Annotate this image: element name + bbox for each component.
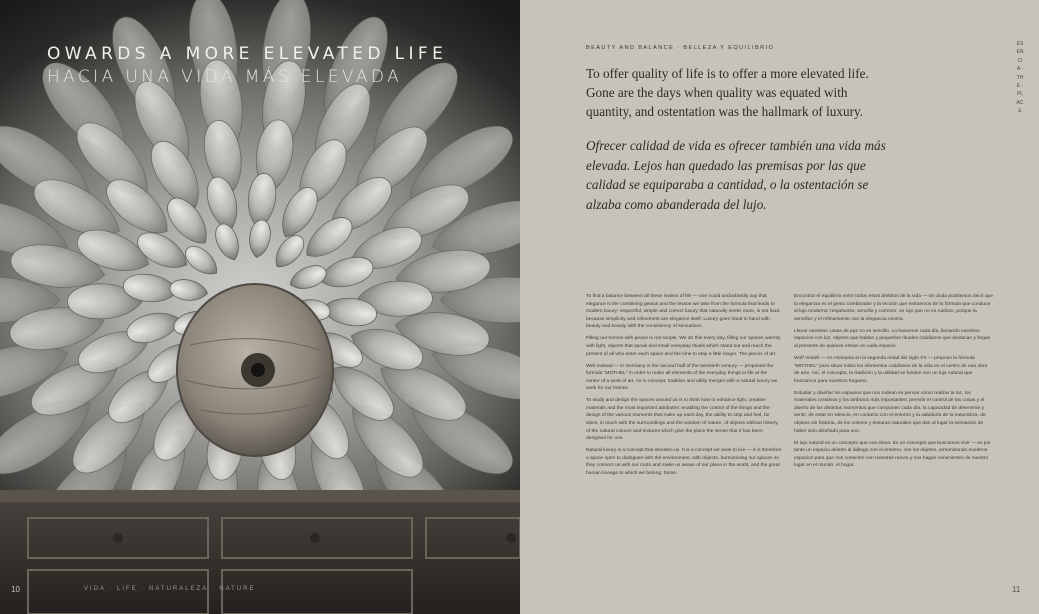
page-title-en: OWARDS A MORE ELEVATED LIFE — [47, 44, 448, 64]
body-paragraph: Wolf Vostell — en Alemania en la segunda mitad del siglo XX — propuso la fórmula "MOTHEL" para situar todos los elementos cotidianos de la vida en el centro de una obra de arte. Así, el concepto, la tradición y la utilidad se funden con un lujo natural que buscamos para nuestros hogares. — [794, 355, 988, 384]
running-footer: VIDA · LIFE · NATURALEZA · NATURE — [84, 586, 256, 592]
petal-shape — [287, 261, 330, 294]
body-paragraph: To study and design the spaces around us is to think how to enhance light, creative materials and the most important attributes: enabling the control of the things and the design of the various moments that make up each day, the ability to stop and feel, be silent, in touch with the surroundings and the wisdom of nature, of objects without history, of the natural colours and textures which give the place the sense that it has been designed for one. — [586, 398, 779, 442]
body-column-en — [586, 293, 782, 482]
lead-paragraph-en: To offer quality of life is to offer a more elevated life. Gone are the days when quality was equated with quantity, and ostentation was the hallmark of luxury. — [586, 66, 869, 119]
body-paragraph: Encontrar el equilibrio entre todos estos ámbitos de la vida — sin duda podríamos decir que la elegancia es el genio combinador y la lección que extraemos de la fórmula que conduce al lujo moderno: respetuoso, sencillo y correcto, un lujo que no es ruidoso, porque la sencillez y el refinamiento son la elegancia misma. — [794, 294, 993, 322]
petal-shape — [168, 277, 209, 303]
page-number-right: 11 — [1012, 585, 1021, 594]
side-vertical-label: ESENCIA · THE · PLACE — [1016, 41, 1024, 115]
body-paragraph: Well instead — in Germany in the second half of the twentieth century — proposed the formula "MOTHEL" in order to make all elements of the everyday things in life at the centre of a work of art. As in concept, tradition and utility merges with a natural luxury we seek for our homes. — [586, 363, 778, 392]
body-paragraph: El lujo natural es un concepto que nos eleva. Es un concepto que buscamos vivir — es por tanto un espacio abierto al diálogo con el entorno, con los objetos, armonizando nuestros espacios para que nos conecten con nuestras raíces y nos hagan conscientes de nuestro lugar en el mundo: el hogar. — [794, 440, 991, 469]
body-paragraph: Natural luxury is a concept that elevates us. It is a concept we seek to live — it is therefore a space open to dialogues with the environment, with objects, harmonising our spaces so they connect us with our roots and make us aware of our place in the world, and the great human lineage to which we belong: home. — [586, 448, 782, 477]
body-paragraph: Estudiar y diseñar los espacios que nos rodean es pensar cómo realzar la luz, los materiales creativos y los atributos más importantes: permitir el control de las cosas y el diseño de los distintos momentos que componen cada día, la capacidad de detenerse y sentir, de estar en silencio, en contacto con el entorno y la sabiduría de la naturaleza, de objetos sin historia, de los colores y texturas naturales que dan al lugar la sensación de haber sido diseñado para uno. — [794, 390, 986, 434]
body-paragraph: To find a balance between all these realms of life — one could undoubtedly say that elegance is the combining genius and the lesson we take from the formula that leads to modern luxury: respectful, simple and correct luxury that naturally seeks more, is not loud, because simplicity and refinement are elegance itself. Luxury goes hand in hand with beauty and beauty with the consistency of sensations. — [586, 294, 781, 330]
body-paragraph: Filling our homes with peace is not simple. We do this every day, filling our spaces warmly with light, objects that speak and small everyday rituals which stand out and reach the present of all who enter each space and the time to stay a little longer. The pieces of art. — [586, 336, 781, 357]
lead-paragraph-es: Ofrecer calidad de vida es ofrecer también una vida más elevada. Lejos han quedado las premisas por las que calidad se equiparaba a cantidad, o la ostentación se alzaba como abanderada del lujo. — [586, 138, 886, 212]
page-title-es: HACIA UNA VIDA MÁS ELEVADA — [47, 67, 403, 87]
body-column-es — [794, 293, 994, 474]
section-kicker: BEAUTY AND BALANCE · BELLEZA Y EQUILIBRIO — [586, 45, 775, 51]
petal-shape — [211, 221, 244, 264]
body-paragraph: Llenar nuestras casas de paz no es sencillo. Lo hacemos cada día, llenando nuestros espacios con luz, objetos que hablan y pequeños rituales cotidianos que destacan y llegan al presente de quienes entran en cada espacio. — [794, 328, 991, 349]
page-number-left: 10 — [11, 585, 20, 594]
petal-shape — [181, 241, 223, 281]
petal-shape — [247, 218, 273, 259]
right-page-text — [520, 0, 1039, 614]
petal-shape — [269, 231, 309, 273]
